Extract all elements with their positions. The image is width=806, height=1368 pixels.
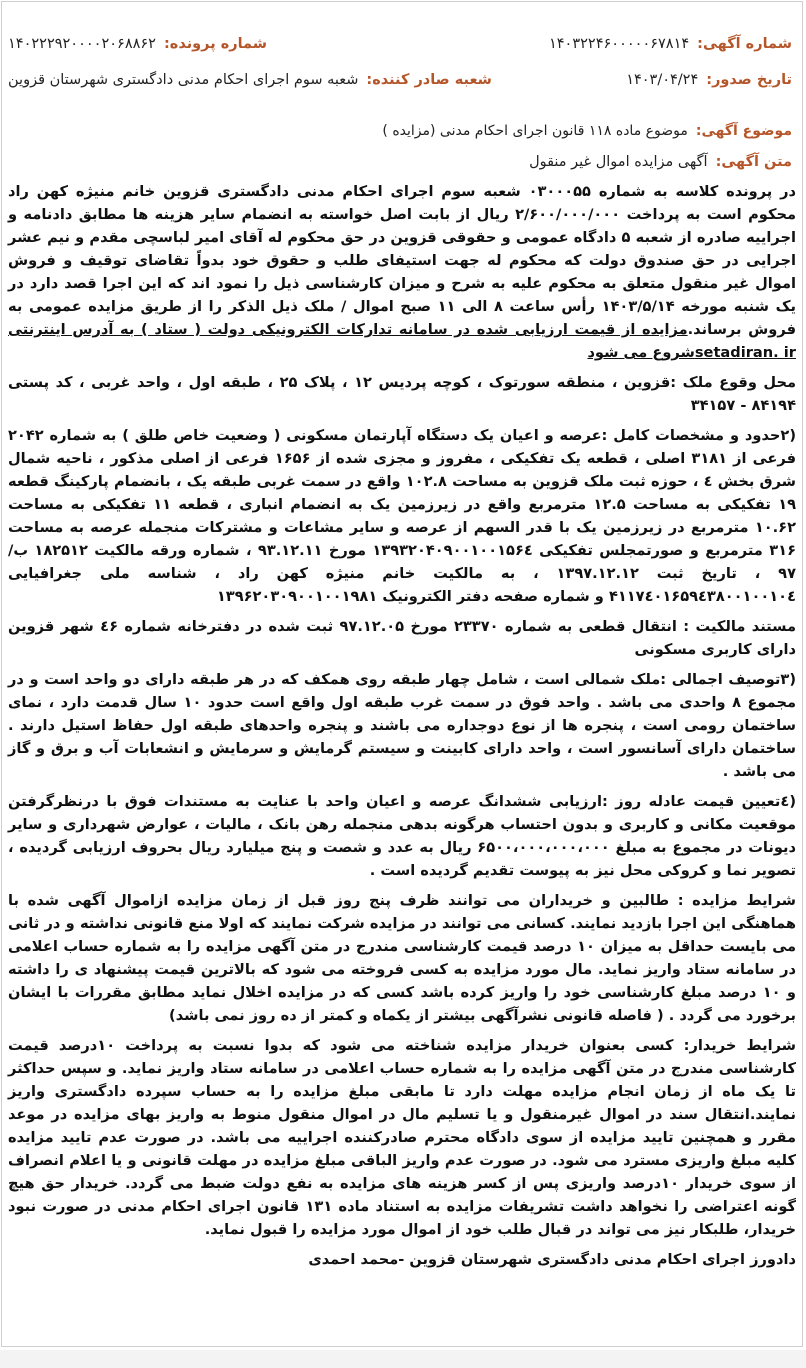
auction-terms-paragraph: شرایط مزایده : طالبین و خریداران می توانند ظرف پنج روز قبل از زمان مزایده ازاموال آگهی شده با هماهنگی این اجرا بازدید نمایند. کسانی می توانند در مزایده شرکت نمایند که اولا منع قانونی نداشته و در ثانی می بایست حداقل به میزان ۱۰ درصد قیمت کارشناسی مندرج در متن آگهی مزایده را به شماره حساب اعلامی در سامانه ستاد واریز نماید. مال مورد مزایده به کسی فروخته می شود که بالاترین قیمت پیشنهاد ی را داشته و ۱۰ درصد مبلغ کارشناسی خود را واریز کرده باشد کسی که در مزایده اخلال نماید مطابق مقررات با ایشان برخورد می گردد . ( فاصله قانونی نشرآگهی بیشتر از یکماه و کمتر از ده روز نمی باشد) xyxy=(8,892,797,1024)
buyer-terms-paragraph: شرایط خریدار: کسی بعنوان خریدار مزایده شناخته می شود که بدوا نسبت به پرداخت ۱۰درصد قیمت کارشناسی مندرج در متن آگهی مزایده را به شماره حساب اعلامی در سامانه ستاد واریز نماید. و سپس حداکثر تا یک ماه از زمان انجام مزایده مهلت دارد تا مابقی مبلغ مزایده را به حساب سپرده دادگستری واریز نمایند.انتقال سند در اموال غیرمنقول و یا تسلیم مال در اموال منقول منوط به واریز بهای مزایده در موعد مقرر و همچنین تایید مزایده از سوی دادگاه محترم صادرکننده اجراییه می باشد. در صورت عدم تایید مزایده کلیه مبلغ واریزی مسترد می شود. در صورت عدم واریز الباقی مبلغ مزایده در مهلت قانونی و یا اعلام انصراف از سوی خریدار ۱۰درصد واریزی پس از کسر هزینه های مزایده به نفع دولت ضبط می گردد. خریدار حق هیچ گونه اعتراضی را نخواهد داشت تشریفات مزایده به استناد ماده ۱۳۱ قانون اجرای احکام مدنی در صورت نبود خریدار، طلبکار نیز می تواند در قبال طلب خود از اموال مورد مزایده را قبول نماید. xyxy=(8,1037,797,1238)
intro-end: شروع می شود xyxy=(587,344,695,361)
specs-paragraph: (۲حدود و مشخصات کامل :عرصه و اعیان یک دستگاه آپارتمان مسکونی ( وضعیت خاص طلق ) به شماره ۲۰۴۲ فرعی از ۳۱۸۱ اصلی ، قطعه یک تفکیکی ، مفروز و مجزی شده از ۱۶۵۶ فرعی از اصلی مذکور ، ناحیه شمال شرق بخش ٤ ، حوزه ثبت ملک قزوین به مساحت ۱۰۲.۸ واقع در سمت غربی طبقه یک ، بانضمام پارکینگ قطعه ۱۹ تفکیکی به مساحت ۱۲.۵ مترمربع واقع در زیرزمین یک به انضمام انباری ، قطعه ۱۱ تفکیکی به مساحت ۱۰.۶۲ مترمربع در زیرزمین یک با قدر السهم از عرصه و سایر مشاعات و مشترکات منجمله عرصه به مساحت ۳۱۶ مترمربع و صورتمجلس تفکیکی ۱۳۹۳۲۰۴۰۹۰۰۱۰۰۱۵۶٤ مورخ ۹۳.۱۲.۱۱ ، شماره ورقه مالکیت ۱۸۲۵۱۲ ب/۹۷ ، تاریخ ثبت ۱۳۹۷.۱۲.۱۲ ، به مالکیت خانم منیژه کهن راد ، شناسه ملی جغرافیایی ۴۱۱۷٤۰۱۶۵۹٤۳۸۰۰۱۰۰۱۰٤ و شماره صفحه دفتر الکترونیک ۱۳۹۶۲۰۳۰۹۰۰۱۰۰۱۹۸۱ xyxy=(8,427,797,605)
intro-text: در پرونده کلاسه به شماره ۰۳۰۰۰۵۵ شعبه سوم اجرای احکام مدنی دادگستری قزوین خانم منیژه کهن راد محکوم است به پرداخت ۲/۶۰۰/۰۰۰/۰۰۰ ریال از بابت اصل خواسته به انضمام سایر هزینه ها مطابق دادنامه و اجراییه صادره از شعبه ۵ دادگاه عمومی و حقوقی قزوین در حق محکوم له آقای امیر لباسچی مقدم و نیم عشر اجرایی در حق صندوق دولت که محکوم له جهت استیفای طلب و حقوق خود بدواً تقاضای توقیف و فروش اموال غیر منقول متعلق به محکوم علیه به شرح و میزان کارشناسی ذیل را نمود اند که این اجرا قصد دارد در یک شنبه مورخه ۱۴۰۳/۵/۱۴ رأس ساعت ۸ الی ۱۱ صبح اموال / ملک ذیل الذکر را از طریق مزایده عمومی به فروش برساند. xyxy=(8,183,797,338)
notice-title xyxy=(8,154,792,170)
issue-date xyxy=(626,72,792,88)
notice-number xyxy=(549,36,792,52)
setadiran-link[interactable]: مزایده از قیمت ارزیابی شده در سامانه تدارکات الکترونیکی دولت ( ستاد ) به آدرس اینترنتی setadiran. ir xyxy=(8,321,796,361)
issue-date-label: تاریخ صدور: xyxy=(706,72,792,88)
description-paragraph: (۳توصیف اجمالی :ملک شمالی است ، شامل چهار طبقه روی همکف که در هر طبقه دارای دو واحد است و در مجموع ۸ واحدی می باشد . واحد فوق در سمت غرب طبقه اول واقع است حدود ۱۰ سال قدمت دارد ، نمای ساختمان رومی است ، پنجره ها از نوع دوجداره می باشند و پنجره واحدهای طبقه اول حفاظ استیل دارند . ساختمان دارای آسانسور است ، واحد دارای کابینت و سیستم گرمایش و سرمایش و انشعابات آب و برق و گاز می باشد . xyxy=(8,671,796,780)
subject-label: موضوع آگهی: xyxy=(695,123,792,139)
notice-subject xyxy=(8,123,792,139)
ownership-paragraph: مستند مالکیت : انتقال قطعی به شماره ۲۳۳۷۰ مورخ ۹۷.۱۲.۰۵ ثبت شده در دفترخانه شماره ٤۶ شهر قزوین دارای کاربری مسکونی xyxy=(8,618,796,658)
header-row-issue xyxy=(8,72,792,88)
issuer-label: شعبه صادر کننده: xyxy=(366,72,492,88)
case-number-value: ۱۴۰۲۲۲۹۲۰۰۰۰۲۰۶۸۸۶۲ xyxy=(8,36,156,52)
bottom-strip xyxy=(0,1350,806,1368)
intro-paragraph xyxy=(8,180,796,364)
signature: دادورز اجرای احکام مدنی دادگستری شهرستان قزوین -محمد احمدی xyxy=(308,1251,796,1268)
issue-date-value: ۱۴۰۳/۰۴/۲۴ xyxy=(626,72,699,88)
case-number xyxy=(8,36,267,52)
issuer xyxy=(8,72,492,88)
subject-value: موضوع ماده ۱۱۸ قانون اجرای احکام مدنی (مزایده ) xyxy=(382,123,688,139)
issuer-value: شعبه سوم اجرای احکام مدنی دادگستری شهرستان قزوین xyxy=(8,72,359,88)
title-label: متن آگهی: xyxy=(715,154,792,170)
title-value: آگهی مزایده اموال غیر منقول xyxy=(529,154,708,170)
case-number-label: شماره پرونده: xyxy=(163,36,268,52)
header-row-numbers xyxy=(8,36,792,52)
notice-body xyxy=(8,180,796,1278)
valuation-paragraph: (٤تعیین قیمت عادله روز :ارزیابی ششدانگ عرصه و اعیان واحد با عنایت به مستندات فوق با درنظرگرفتن موقعیت مکانی و کاربری و بدون احتساب هرگونه بدهی منجمله رهن بانک ، مالیات ، عوارض شهرداری و سایر دیونات در مجموع به مبلغ ۶۵۰۰،۰۰۰،۰۰۰،۰۰۰ ریال به عدد و شصت و پنج میلیارد ریال بحروف ارزیابی گردیده ، تصویر نما و کروکی محل نیز به پیوست تقدیم گردیده است . xyxy=(8,793,796,879)
location-paragraph: محل وقوع ملک :قزوین ، منطقه سورتوک ، کوچه پردیس ۱۲ ، پلاک ۲۵ ، طبقه اول ، واحد غربی ، کد پستی ۸۴۱۹۴ - ۳۴۱۵۷ xyxy=(8,374,797,414)
notice-number-value: ۱۴۰۳۲۲۴۶۰۰۰۰۰۶۷۸۱۴ xyxy=(548,36,690,52)
notice-number-label: شماره آگهی: xyxy=(697,36,792,52)
